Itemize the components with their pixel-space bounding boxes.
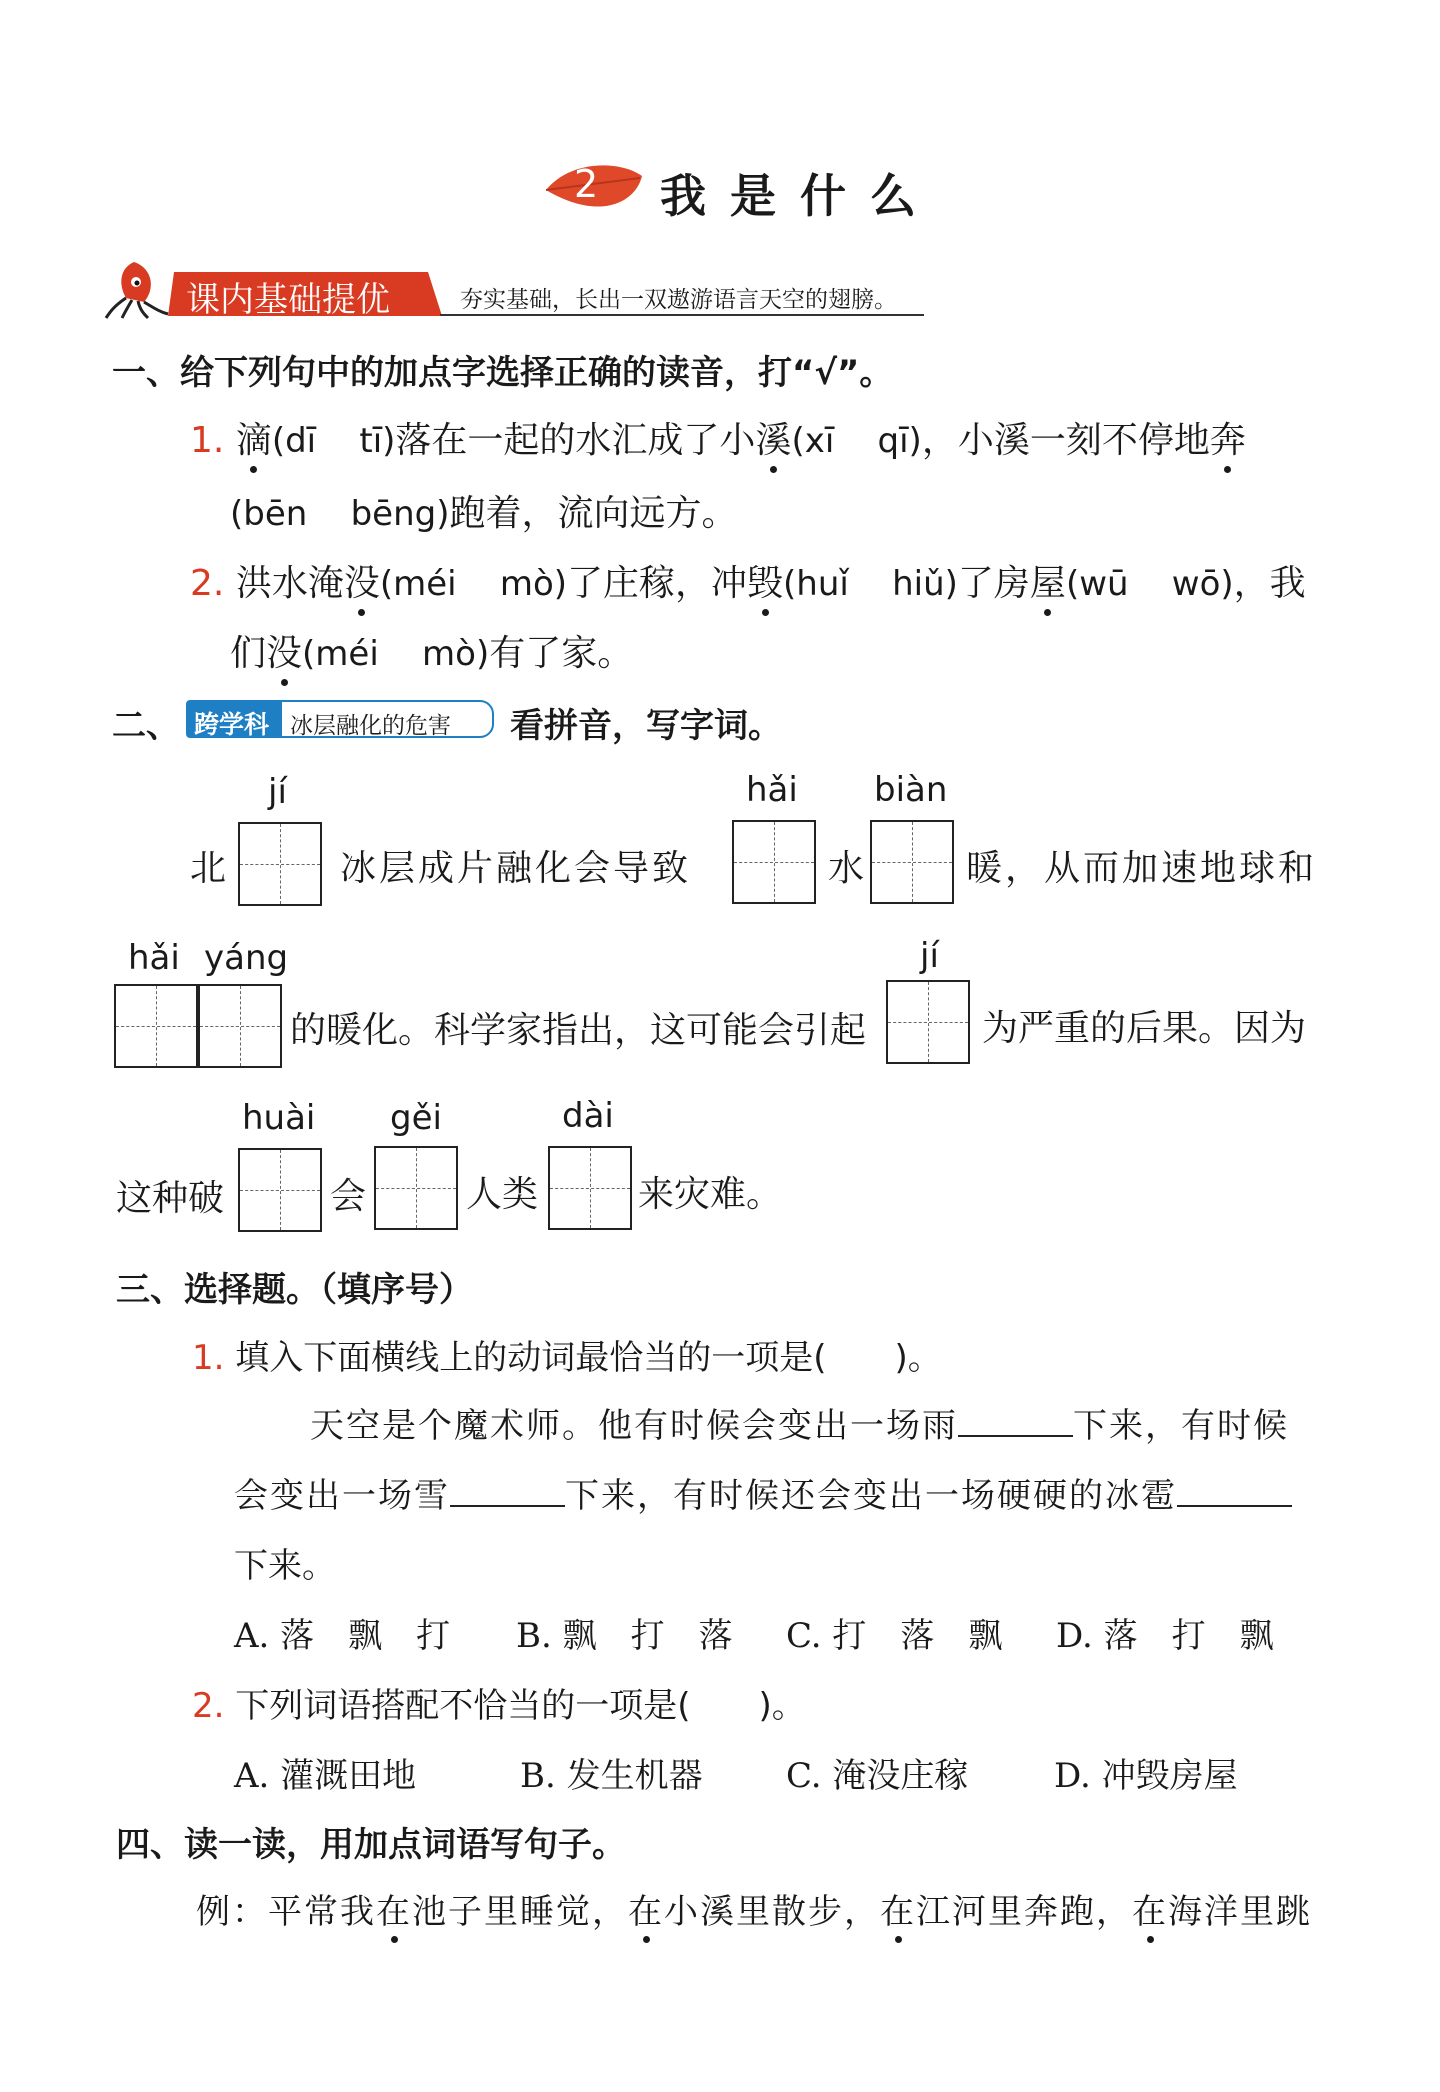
s1-q2-line2 [230,625,633,676]
blank-line[interactable] [1177,1475,1292,1507]
cross-subject-tag [186,700,494,738]
text: 小溪里散步， [664,1892,880,1932]
text: 冰层成片融化会导致 [340,848,692,889]
s1-q2-line1 [190,555,1306,606]
marked-char: 毁 [747,555,783,606]
pinyin-choice[interactable]: qī) [877,421,922,461]
section3-heading: 三、选择题。（填序号） [116,1270,473,1310]
text: 平常我 [268,1892,376,1932]
marked-char: 在 [880,1884,916,1933]
banner-label: 课内基础提优 [186,280,390,320]
option[interactable]: C. 淹没庄稼 [786,1756,969,1796]
write-box[interactable] [114,984,198,1068]
pinyin: hǎi [128,938,180,978]
write-box[interactable] [238,822,322,906]
pinyin-choice[interactable]: mò) [422,634,490,674]
option[interactable]: B. 发生机器 [520,1756,703,1796]
pinyin: yáng [204,938,289,978]
pinyin-choice[interactable]: (wū [1065,564,1129,604]
q-number: 1. [190,420,225,461]
text: 水 [828,848,865,889]
pinyin-choice[interactable]: tī) [359,421,396,461]
text: 天空是个魔术师。他有时候会变出一场雨 [310,1406,958,1446]
pinyin-choice[interactable]: (méi [379,564,457,604]
text: 池子里睡觉， [412,1892,628,1932]
s3-q1-options [234,1608,1274,1657]
write-box[interactable] [732,820,816,904]
section1-heading: 一、给下列句中的加点字选择正确的读音，打“√”。 [112,353,894,393]
text: 了庄稼，冲 [567,563,748,604]
marked-char: 没 [266,625,302,676]
s3-q1-stem [192,1330,942,1379]
text: 为严重的后果。因为 [982,1008,1307,1049]
banner-underline [440,314,924,316]
text: 海洋里跳 [1168,1892,1312,1932]
pinyin: jí [920,936,939,976]
s3-passage-line1 [310,1398,1289,1447]
pinyin: biàn [874,770,948,810]
q-number: 2. [192,1686,225,1726]
pinyin-choice[interactable]: (huǐ [783,564,849,604]
marked-char: 在 [1132,1884,1168,1933]
text: 这种破 [116,1178,225,1219]
marked-char: 没 [344,555,380,606]
marked-char: 溪 [755,412,791,463]
s4-example [196,1884,1312,1933]
text: 北 [190,848,227,889]
marked-char: 奔 [1210,412,1246,463]
text: 下来，有时候还会变出一场硬硬的冰雹 [565,1476,1177,1516]
text: 们 [230,633,267,674]
pinyin-choice[interactable]: hiǔ) [892,564,958,604]
question-text: 下列词语搭配不恰当的一项是( )。 [235,1686,806,1726]
s3-q2-options [234,1748,1238,1797]
question-text: 填入下面横线上的动词最恰当的一项是( )。 [235,1338,942,1378]
pinyin-choice[interactable]: (dī [271,421,317,461]
example-label: 例： [196,1892,268,1932]
pinyin: huài [242,1098,316,1138]
write-box[interactable] [198,984,282,1068]
pinyin: dài [562,1096,614,1136]
text: 跑着，流向远方。 [449,493,738,534]
pinyin-choice[interactable]: (bēn [230,494,308,534]
q-number: 1. [192,1338,225,1378]
pinyin-choice[interactable]: bēng) [350,494,450,534]
pinyin-choice[interactable]: (xī [791,421,835,461]
text: 江河里奔跑， [916,1892,1132,1932]
write-box[interactable] [870,820,954,904]
pinyin: hǎi [746,770,798,810]
option[interactable]: D. 冲毁房屋 [1054,1756,1238,1796]
blank-line[interactable] [958,1405,1073,1437]
write-box[interactable] [886,980,970,1064]
text: 人类 [466,1174,539,1215]
pinyin: jí [268,772,287,812]
text: 下来，有时候 [1073,1406,1289,1446]
marked-char: 滴 [236,412,272,463]
blank-line[interactable] [450,1475,565,1507]
s3-q2-stem [192,1678,806,1727]
banner-slogan: 夯实基础，长出一双遨游语言天空的翅膀。 [460,287,897,313]
tag-label: 跨学科 [194,710,270,739]
pinyin-choice[interactable]: mò) [499,564,568,604]
option[interactable]: A. 落 飘 打 [234,1616,451,1656]
s1-q1-line1 [190,412,1246,463]
text: ，小溪一刻不停地 [921,420,1210,461]
section2-heading-prefix: 二、 [112,706,180,746]
option[interactable]: A. 灌溉田地 [234,1756,417,1796]
text: 了房 [957,563,1030,604]
marked-char: 屋 [1030,555,1066,606]
tag-topic: 冰层融化的危害 [290,713,451,739]
page-title: 我 是 什 么 [660,169,921,223]
text: 的暖化。科学家指出，这可能会引起 [290,1010,867,1051]
lesson-number: 2 [574,162,599,206]
q-number: 2. [190,563,225,604]
option[interactable]: D. 落 打 飘 [1056,1616,1274,1656]
text: 来灾难。 [638,1174,783,1215]
s3-passage-line2 [234,1468,1292,1517]
text: 暖，从而加速地球和 [966,848,1318,889]
pinyin-choice[interactable]: (méi [302,634,379,674]
text: 有了家。 [489,633,634,674]
write-box[interactable] [374,1146,458,1230]
section4-heading: 四、读一读，用加点词语写句子。 [116,1825,626,1865]
write-box[interactable] [548,1146,632,1230]
section2-heading: 看拼音，写字词。 [510,706,782,746]
text: ，我 [1233,563,1306,604]
option[interactable]: C. 打 落 飘 [786,1616,1003,1656]
text: 落在一起的水汇成了小 [395,420,756,461]
write-box[interactable] [238,1148,322,1232]
s1-q1-line2 [230,485,737,536]
pinyin-choice[interactable]: wō) [1171,564,1234,604]
marked-char: 在 [376,1884,412,1933]
text: 会 [330,1176,367,1217]
pinyin: gěi [390,1098,442,1138]
option[interactable]: B. 飘 打 落 [516,1616,733,1656]
text: 洪水淹 [235,563,344,604]
text: 下来。 [234,1546,336,1586]
text: 会变出一场雪 [234,1476,450,1516]
squid-mascot-icon [104,258,172,320]
marked-char: 在 [628,1884,664,1933]
